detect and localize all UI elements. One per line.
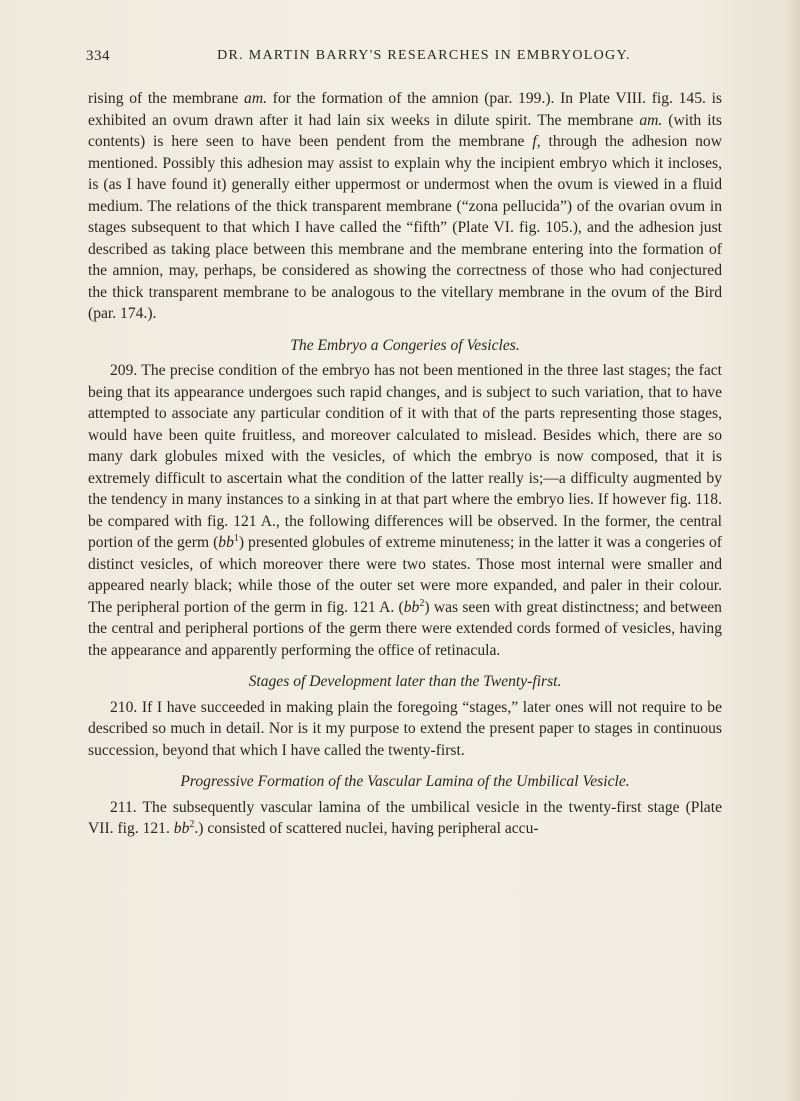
section-heading-embryo-congeries: The Embryo a Congeries of Vesicles. [290, 336, 520, 354]
paragraph-211 [88, 797, 722, 840]
text-run: , through the adhesion now mentioned. Possibly this adhesion may assist to explain why the incipient embryo which it incloses, is (as I have found it) generally either uppermost or undermost when the ovum is viewed in a fluid medium. The relations of the thick transparent membrane (“zona pellucida”) of the ovarian ovum in stages subsequent to that which I have called the “fifth” (Plate VI. fig. 105.), and the adhesion just described as taking place between this membrane and the membrane entering into the formation of the amnion, may, perhaps, be considered as showing the correctness of those who had conjectured the thick transparent membrane to be analogous to the vitellary membrane in the ovum of the Bird (par. 174.). [88, 133, 722, 322]
superscript: 2 [189, 818, 195, 830]
running-head: DR. MARTIN BARRY'S RESEARCHES IN EMBRYOLOGY. [217, 48, 631, 63]
text-run: for the formation of the amnion (par. 199.). In Plate VIII. fig. 145. is exhibited an ovum drawn after it had lain six weeks in dilute spirit. The membrane [88, 90, 722, 129]
paragraph-209 [88, 360, 722, 661]
italic-text: bb [173, 820, 190, 837]
text-run: 211. The subsequently vascular lamina of the umbilical vesicle in the twenty-first stage (Plate VII. fig. 121. [88, 798, 722, 837]
italic-text: f [532, 133, 537, 150]
italic-text: bb [218, 534, 234, 551]
paragraph-210 [88, 697, 722, 762]
text-run: ) presented globules of extreme minuteness; in the latter it was a congeries of distinct vesicles, of which moreover there were two states. Those most internal were smaller and appeared nearly black; while those of the outer set were more expanded, and paler in their colour. The peripheral portion of the germ in fig. 121 A. ( [88, 534, 722, 616]
paragraph-p1 [88, 88, 722, 325]
italic-text: am. [244, 90, 268, 107]
text-run: .) consisted of scattered nuclei, having peripheral accu- [194, 820, 539, 837]
text-run: rising of the membrane [88, 90, 245, 107]
superscript: 2 [419, 597, 425, 609]
page-header [86, 48, 722, 70]
text-run: 210. If I have succeeded in making plain the foregoing “stages,” later ones will not require to be described so much in detail. Nor is it my purpose to extend the present paper to stages in continuous succession, beyond that which I have called the twenty-first. [88, 698, 722, 759]
italic-text: bb [403, 598, 420, 616]
text-run: (with its contents) is here seen to have been pendent from the membrane [88, 111, 722, 150]
text-run: 209. The precise condition of the embryo has not been mentioned in the three last stages; the fact being that its appearance undergoes such rapid changes, and is subject to such variation, that to have attempted to associate any particular condition of it with that of the parts representing those stages, would have been quite fruitless, and moreover calculated to mislead. Besides which, there are so many dark globules mixed with the vesicles, of which the embryo is now composed, that it is extremely difficult to ascertain what the condition of the latter really is;—a difficulty augmented by the tendency in many instances to a sinking in at that part where the embryo lies. If however fig. 118. be compared with fig. 121 A., the following differences will be observed. In the former, the central portion of the germ ( [88, 362, 722, 551]
superscript: 1 [233, 532, 239, 544]
section-heading-vascular-lamina: Progressive Formation of the Vascular Lamina of the Umbilical Vesicle. [180, 773, 630, 790]
section-heading-later-stages: Stages of Development later than the Twenty-first. [248, 673, 562, 690]
italic-text: am. [639, 111, 663, 129]
text-run: ) was seen with great distinctness; and between the central and peripheral portions of the germ there were extended cords formed of vesicles, having the appearance and apparently performing the office of retinacula. [88, 598, 722, 659]
page-number: 334 [86, 48, 110, 64]
page-edge-shadow [786, 0, 800, 1101]
body-text [88, 88, 722, 840]
